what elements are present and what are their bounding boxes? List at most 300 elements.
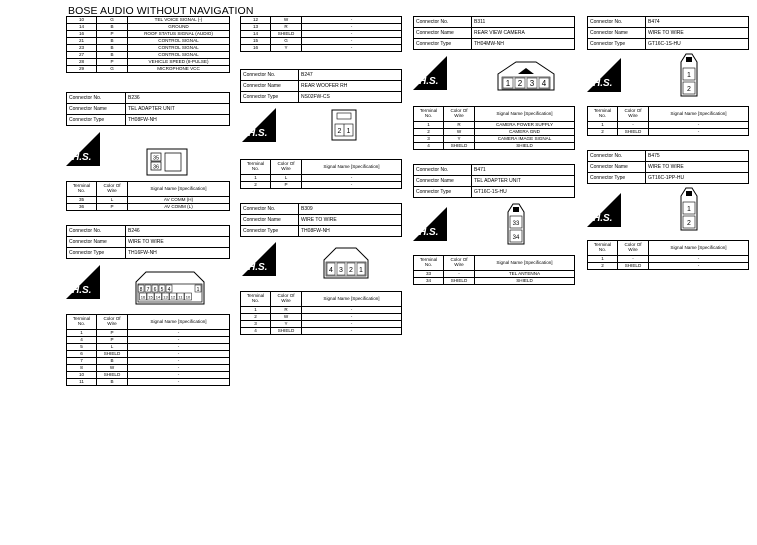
color-cell: Y	[271, 321, 302, 328]
signal-header: Signal Name [Specification]	[475, 107, 575, 122]
connector-name: WIRE TO WIRE	[299, 215, 402, 226]
color-cell: G	[97, 66, 128, 73]
signal-cell: CONTROL SIGNAL	[128, 45, 230, 52]
connector-label: Connector No.	[241, 204, 299, 215]
terminal-header: Terminal No.	[241, 292, 271, 307]
hs-symbol	[66, 132, 100, 171]
svg-text:16: 16	[140, 294, 146, 300]
table-row	[241, 24, 402, 31]
table-row	[241, 307, 402, 314]
color-cell: SHIELD	[618, 129, 649, 136]
hs-symbol	[66, 265, 100, 304]
terminal-cell: 8	[67, 365, 97, 372]
terminal-cell: 2	[414, 129, 444, 136]
signal-cell: -	[128, 337, 230, 344]
terminal-cell: 2	[241, 182, 271, 189]
terminal-cell: 34	[414, 278, 444, 285]
connector-b471-face	[505, 202, 527, 251]
signal-cell: -	[302, 17, 402, 24]
color-cell: SHIELD	[618, 263, 649, 270]
table-row	[67, 358, 230, 365]
color-header: Color Of Wire	[271, 292, 302, 307]
signal-table-b309	[240, 291, 402, 335]
terminal-cell: 1	[588, 122, 618, 129]
signal-cell: CONTROL SIGNAL	[128, 38, 230, 45]
connector-b311-face	[496, 58, 556, 99]
connector-no: B474	[646, 17, 749, 28]
table-row	[67, 204, 230, 211]
color-cell: SHIELD	[97, 351, 128, 358]
table-row	[67, 379, 230, 386]
signal-cell: -	[302, 175, 402, 182]
table-row	[414, 122, 575, 129]
terminal-header: Terminal No.	[414, 256, 444, 271]
terminal-cell: 29	[67, 66, 97, 73]
signal-cell: -	[649, 263, 749, 270]
signal-cell: -	[302, 321, 402, 328]
table-row	[67, 17, 230, 24]
continuation-table	[66, 16, 230, 73]
color-cell: L	[97, 344, 128, 351]
connector-no: B309	[299, 204, 402, 215]
table-row	[67, 66, 230, 73]
terminal-cell: 7	[67, 358, 97, 365]
terminal-cell: 23	[67, 45, 97, 52]
color-cell: SHIELD	[444, 143, 475, 150]
signal-cell: TEL VOICE SIGNAL (-)	[128, 17, 230, 24]
signal-table-b474	[587, 106, 749, 136]
terminal-cell: 16	[67, 31, 97, 38]
connector-label: Connector Name	[67, 237, 126, 248]
signal-cell: -	[128, 344, 230, 351]
hs-symbol	[587, 58, 621, 97]
signal-table-b471	[413, 255, 575, 285]
color-cell: B	[97, 24, 128, 31]
table-row	[241, 45, 402, 52]
terminal-cell: 1	[241, 175, 271, 182]
signal-cell: MICROPHONE VCC	[128, 66, 230, 73]
signal-cell: -	[302, 38, 402, 45]
signal-cell: -	[302, 24, 402, 31]
connector-label: Connector Type	[241, 226, 299, 237]
connector-b311	[413, 16, 575, 50]
table-row	[588, 129, 749, 136]
continuation-table-2	[240, 16, 402, 52]
connector-label: Connector Name	[67, 104, 126, 115]
color-header: Color Of Wire	[618, 107, 649, 122]
table-row	[67, 38, 230, 45]
color-cell: P	[271, 182, 302, 189]
terminal-cell: 33	[414, 271, 444, 278]
table-row	[67, 52, 230, 59]
color-header: Color Of Wire	[97, 315, 128, 330]
color-cell: B	[97, 45, 128, 52]
hs-symbol	[413, 56, 447, 95]
table-row	[414, 143, 575, 150]
signal-cell: AV COMM (H)	[128, 197, 230, 204]
table-row	[241, 328, 402, 335]
terminal-cell: 14	[67, 24, 97, 31]
connector-no: B471	[472, 165, 575, 176]
svg-text:H.S.: H.S.	[248, 128, 268, 139]
connector-label: Connector Name	[241, 81, 299, 92]
connector-label: Connector Type	[241, 92, 299, 103]
svg-text:7: 7	[146, 287, 150, 293]
signal-cell: GROUND	[128, 24, 230, 31]
svg-text:1: 1	[196, 287, 200, 293]
connector-label: Connector Name	[588, 162, 646, 173]
connector-no: B246	[126, 226, 230, 237]
svg-text:2: 2	[349, 267, 353, 274]
connector-b247	[240, 69, 402, 103]
color-cell: P	[97, 59, 128, 66]
table-row	[67, 372, 230, 379]
connector-label: Connector No.	[414, 165, 472, 176]
table-row	[67, 330, 230, 337]
table-row	[414, 129, 575, 136]
terminal-cell: 4	[67, 337, 97, 344]
color-cell: B	[97, 52, 128, 59]
terminal-cell: 28	[67, 59, 97, 66]
signal-table-b246	[66, 314, 230, 386]
signal-cell: -	[302, 307, 402, 314]
connector-no: B311	[472, 17, 575, 28]
terminal-cell: 35	[67, 197, 97, 204]
signal-cell: TEL ANTENNA	[475, 271, 575, 278]
connector-b475-face	[678, 186, 700, 237]
svg-text:3: 3	[529, 79, 535, 88]
terminal-cell: 3	[414, 136, 444, 143]
svg-text:2: 2	[517, 79, 523, 88]
signal-header: Signal Name [Specification]	[128, 182, 230, 197]
signal-cell: -	[128, 351, 230, 358]
svg-text:H.S.: H.S.	[72, 285, 92, 296]
signal-header: Signal Name [Specification]	[128, 315, 230, 330]
svg-text:H.S.: H.S.	[248, 262, 268, 273]
terminal-cell: 11	[67, 379, 97, 386]
color-cell: P	[97, 204, 128, 211]
svg-text:15: 15	[148, 294, 153, 300]
hs-symbol	[413, 207, 447, 246]
svg-text:33: 33	[512, 221, 520, 227]
connector-type: TH08FW-NH	[299, 226, 402, 237]
svg-text:5: 5	[160, 287, 164, 293]
color-cell: -	[618, 122, 649, 129]
signal-cell: -	[302, 45, 402, 52]
connector-type: GT16C-1S-HU	[472, 187, 575, 198]
connector-type: NS02FW-CS	[299, 92, 402, 103]
svg-text:8: 8	[139, 287, 143, 293]
signal-cell: -	[128, 358, 230, 365]
connector-b246-face	[132, 268, 208, 313]
connector-no: B236	[126, 93, 230, 104]
connector-label: Connector No.	[67, 226, 126, 237]
table-row	[67, 365, 230, 372]
terminal-cell: 36	[67, 204, 97, 211]
table-row	[241, 31, 402, 38]
terminal-cell: 10	[67, 17, 97, 24]
color-header: Color Of Wire	[444, 256, 475, 271]
connector-b246	[66, 225, 230, 259]
signal-cell: -	[649, 122, 749, 129]
connector-label: Connector Name	[414, 176, 472, 187]
svg-text:1: 1	[359, 267, 363, 274]
table-row	[588, 263, 749, 270]
signal-cell: SHIELD	[475, 143, 575, 150]
connector-b471	[413, 164, 575, 198]
hs-symbol	[587, 193, 621, 232]
svg-text:11: 11	[178, 294, 183, 300]
connector-label: Connector No.	[414, 17, 472, 28]
terminal-cell: 15	[241, 38, 271, 45]
page-title: BOSE AUDIO WITHOUT NAVIGATION	[68, 5, 254, 17]
connector-label: Connector Name	[414, 28, 472, 39]
svg-text:H.S.: H.S.	[419, 76, 439, 87]
connector-b236-face	[145, 147, 189, 182]
hs-symbol	[242, 108, 276, 147]
connector-label: Connector No.	[588, 151, 646, 162]
color-header: Color Of Wire	[271, 160, 302, 175]
color-cell: W	[271, 314, 302, 321]
table-row	[414, 136, 575, 143]
terminal-cell: 2	[241, 314, 271, 321]
connector-label: Connector Name	[588, 28, 646, 39]
table-row	[241, 38, 402, 45]
connector-label: Connector Name	[241, 215, 299, 226]
terminal-cell: 16	[241, 45, 271, 52]
table-row	[588, 256, 749, 263]
signal-cell: -	[302, 314, 402, 321]
color-cell: -	[444, 271, 475, 278]
terminal-cell: 4	[414, 143, 444, 150]
svg-text:2: 2	[687, 220, 691, 227]
signal-cell: -	[128, 330, 230, 337]
table-row	[241, 182, 402, 189]
signal-header: Signal Name [Specification]	[475, 256, 575, 271]
table-row	[241, 321, 402, 328]
terminal-cell: 4	[241, 328, 271, 335]
signal-cell: CAMERA GND	[475, 129, 575, 136]
table-row	[67, 24, 230, 31]
connector-name: WIRE TO WIRE	[646, 28, 749, 39]
terminal-cell: 1	[414, 122, 444, 129]
svg-text:12: 12	[170, 294, 176, 300]
color-cell: G	[271, 38, 302, 45]
color-cell: Y	[444, 136, 475, 143]
signal-cell: SHIELD	[475, 278, 575, 285]
terminal-header: Terminal No.	[241, 160, 271, 175]
svg-text:H.S.: H.S.	[419, 227, 439, 238]
table-row	[67, 45, 230, 52]
terminal-header: Terminal No.	[414, 107, 444, 122]
color-cell: L	[97, 197, 128, 204]
terminal-cell: 2	[588, 263, 618, 270]
color-cell: -	[618, 256, 649, 263]
connector-b309	[240, 203, 402, 237]
color-header: Color Of Wire	[618, 241, 649, 256]
terminal-header: Terminal No.	[588, 107, 618, 122]
table-row	[241, 17, 402, 24]
connector-no: B475	[646, 151, 749, 162]
signal-header: Signal Name [Specification]	[649, 241, 749, 256]
terminal-cell: 5	[67, 344, 97, 351]
connector-label: Connector Type	[588, 39, 646, 50]
connector-b236	[66, 92, 230, 126]
terminal-cell: 2	[588, 129, 618, 136]
table-row	[241, 314, 402, 321]
color-cell: B	[97, 38, 128, 45]
signal-table-b475	[587, 240, 749, 270]
svg-text:H.S.: H.S.	[593, 213, 613, 224]
signal-cell: CONTROL SIGNAL	[128, 52, 230, 59]
svg-text:13: 13	[163, 294, 168, 300]
signal-cell: -	[649, 256, 749, 263]
svg-text:H.S.: H.S.	[72, 152, 92, 163]
connector-label: Connector Type	[414, 39, 472, 50]
color-cell: B	[97, 358, 128, 365]
connector-label: Connector No.	[241, 70, 299, 81]
connector-type: GT16C-1PP-HU	[646, 173, 749, 184]
terminal-header: Terminal No.	[67, 315, 97, 330]
signal-cell: ROOF STATUS SIGNAL (AUDIO)	[128, 31, 230, 38]
terminal-cell: 14	[241, 31, 271, 38]
terminal-header: Terminal No.	[588, 241, 618, 256]
signal-cell: CAMERA IMAGE SIGNAL	[475, 136, 575, 143]
svg-text:4: 4	[167, 287, 171, 293]
signal-table-b247	[240, 159, 402, 189]
svg-text:1: 1	[687, 206, 691, 213]
svg-text:1: 1	[346, 128, 351, 135]
table-row	[67, 197, 230, 204]
table-row	[67, 31, 230, 38]
color-cell: SHIELD	[271, 328, 302, 335]
color-cell: W	[444, 129, 475, 136]
connector-label: Connector No.	[588, 17, 646, 28]
color-cell: Y	[271, 45, 302, 52]
signal-header: Signal Name [Specification]	[302, 292, 402, 307]
connector-b474-face	[678, 52, 700, 103]
signal-cell: -	[302, 328, 402, 335]
signal-cell: -	[128, 379, 230, 386]
terminal-cell: 10	[67, 372, 97, 379]
terminal-cell: 3	[241, 321, 271, 328]
svg-text:6: 6	[153, 287, 157, 293]
signal-cell: -	[128, 372, 230, 379]
color-cell: P	[97, 337, 128, 344]
terminal-cell: 1	[588, 256, 618, 263]
svg-text:2: 2	[337, 128, 342, 135]
connector-b474	[587, 16, 749, 50]
connector-type: GT16C-1S-HU	[646, 39, 749, 50]
terminal-header: Terminal No.	[67, 182, 97, 197]
svg-text:4: 4	[541, 79, 547, 88]
signal-cell: CAMERA POWER SUPPLY	[475, 122, 575, 129]
signal-cell: -	[302, 31, 402, 38]
terminal-cell: 1	[241, 307, 271, 314]
svg-text:1: 1	[687, 72, 691, 79]
color-cell: L	[271, 175, 302, 182]
connector-name: TEL ADAPTER UNIT	[472, 176, 575, 187]
connector-name: REAR WOOFER RH	[299, 81, 402, 92]
signal-cell: -	[128, 365, 230, 372]
connector-name: WIRE TO WIRE	[646, 162, 749, 173]
color-cell: B	[97, 379, 128, 386]
color-cell: R	[271, 307, 302, 314]
table-row	[67, 351, 230, 358]
svg-text:14: 14	[155, 294, 161, 300]
connector-label: Connector Type	[67, 115, 126, 126]
table-row	[67, 59, 230, 66]
connector-type: TH08FW-NH	[126, 115, 230, 126]
table-row	[414, 278, 575, 285]
color-cell: SHIELD	[444, 278, 475, 285]
connector-name: WIRE TO WIRE	[126, 237, 230, 248]
signal-table-b311	[413, 106, 575, 150]
signal-cell: -	[302, 182, 402, 189]
terminal-cell: 21	[67, 38, 97, 45]
color-cell: SHIELD	[271, 31, 302, 38]
signal-header: Signal Name [Specification]	[302, 160, 402, 175]
svg-text:35: 35	[152, 155, 160, 162]
svg-text:H.S.: H.S.	[593, 78, 613, 89]
connector-no: B247	[299, 70, 402, 81]
svg-text:4: 4	[329, 267, 333, 274]
signal-header: Signal Name [Specification]	[649, 107, 749, 122]
table-row	[67, 344, 230, 351]
color-cell: R	[271, 24, 302, 31]
svg-text:34: 34	[512, 235, 520, 241]
terminal-cell: 27	[67, 52, 97, 59]
connector-label: Connector Type	[588, 173, 646, 184]
connector-type: TH16FW-NH	[126, 248, 230, 259]
connector-label: Connector Type	[67, 248, 126, 259]
signal-cell: VEHICLE SPEED (8-PULSE)	[128, 59, 230, 66]
table-row	[414, 271, 575, 278]
connector-name: TEL ADAPTER UNIT	[126, 104, 230, 115]
table-row	[67, 337, 230, 344]
signal-cell: -	[649, 129, 749, 136]
connector-b309-face	[322, 246, 370, 285]
connector-label: Connector No.	[67, 93, 126, 104]
color-header: Color Of Wire	[444, 107, 475, 122]
connector-name: REAR VIEW CAMERA	[472, 28, 575, 39]
table-row	[588, 122, 749, 129]
svg-text:10: 10	[185, 294, 191, 300]
table-row	[241, 175, 402, 182]
terminal-cell: 12	[241, 17, 271, 24]
color-cell: R	[444, 122, 475, 129]
svg-text:3: 3	[339, 267, 343, 274]
color-cell: P	[97, 31, 128, 38]
color-cell: W	[271, 17, 302, 24]
terminal-cell: 13	[241, 24, 271, 31]
connector-b247-face	[330, 108, 358, 147]
connector-b475	[587, 150, 749, 184]
terminal-cell: 6	[67, 351, 97, 358]
color-header: Color Of Wire	[97, 182, 128, 197]
color-cell: P	[97, 330, 128, 337]
signal-table-b236	[66, 181, 230, 211]
color-cell: G	[97, 17, 128, 24]
connector-label: Connector Type	[414, 187, 472, 198]
terminal-cell: 1	[67, 330, 97, 337]
signal-cell: AV COMM (L)	[128, 204, 230, 211]
hs-symbol	[242, 242, 276, 281]
color-cell: SHIELD	[97, 372, 128, 379]
svg-text:36: 36	[152, 164, 160, 171]
color-cell: W	[97, 365, 128, 372]
svg-text:1: 1	[505, 79, 511, 88]
